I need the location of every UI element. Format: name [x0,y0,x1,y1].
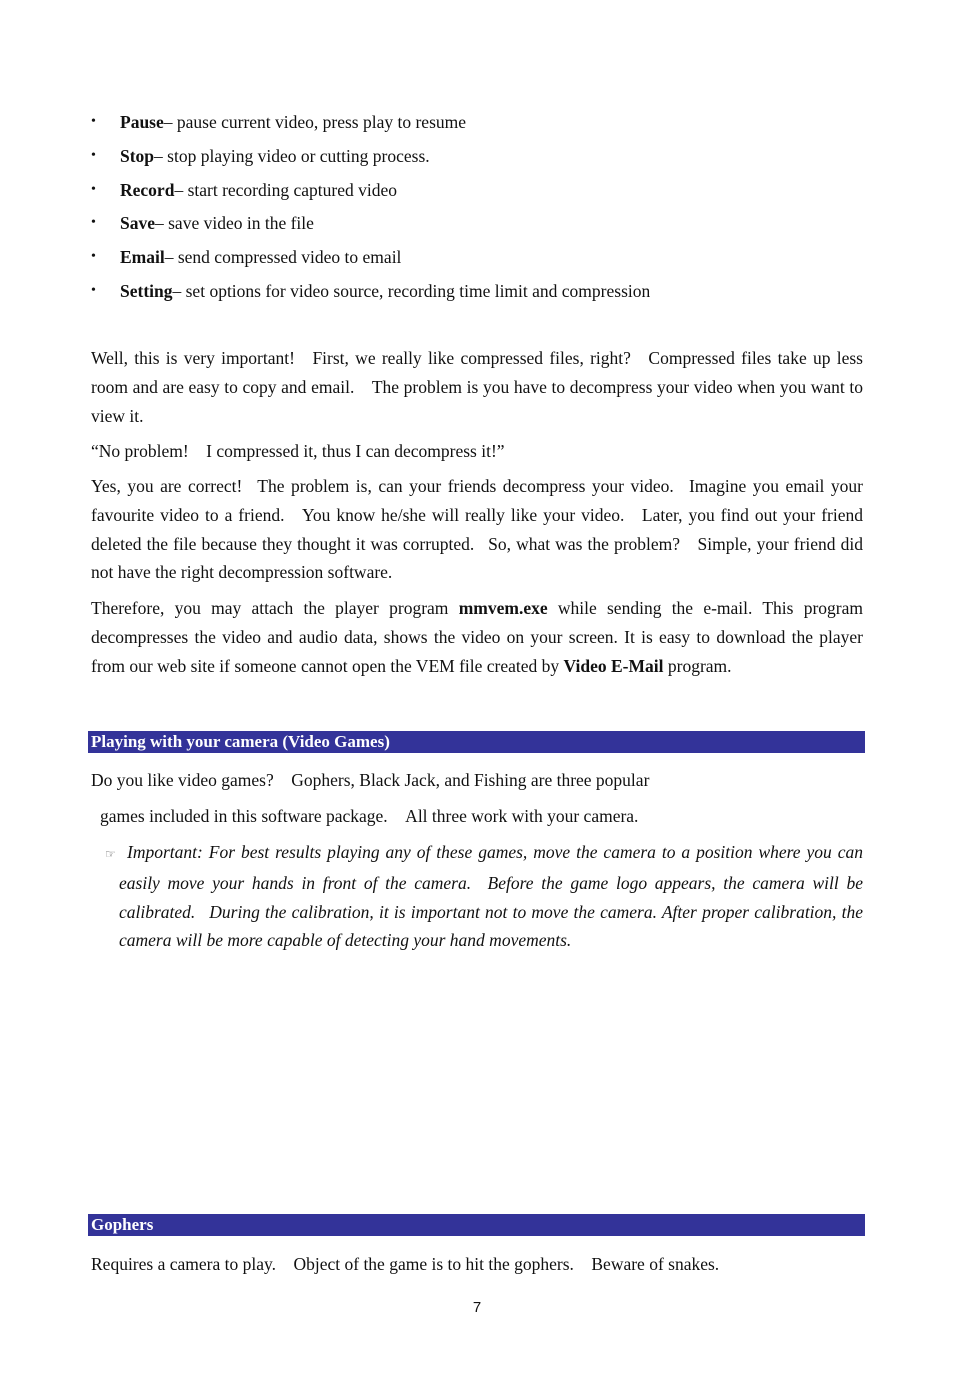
list-item-desc: – start recording captured video [174,179,397,200]
paragraph-quote: “No problem! I compressed it, thus I can decompress it!” [91,441,505,461]
list-item-term: Record [120,179,175,200]
bullet-icon: • [91,181,96,197]
paragraph-text: Therefore, you may attach the player program [91,598,459,618]
product-name: Video E-Mail [563,655,664,676]
list-item-term: Save [120,213,155,234]
list-item [91,142,863,176]
section-heading-video-games: Playing with your camera (Video Games) [88,731,865,753]
games-intro-line2: games included in this software package. All three work with your camera. [100,806,639,826]
list-item-term: Setting [120,280,173,301]
program-name: mmvem.exe [458,598,548,618]
gophers-description: Requires a camera to play. Object of the game is to hit the gophers. Beware of snakes. [91,1254,720,1274]
list-item [91,108,863,142]
paragraph-compression: Well, this is very important! First, we really like compressed files, right? Compressed files take up less room and are easy to copy and email. The problem is you have to decompress your video when you want to view it. [91,348,863,426]
page-number: 7 [472,1299,482,1316]
list-item-desc: – set options for video source, recording time limit and compression [172,280,651,301]
paragraph-friends: Yes, you are correct! The problem is, can your friends decompress your video. Imagine you email your favourite video to a friend. You know he/she will really like your video. Later, you find out your friend deleted the file because they thought it was corrupted. So, what was the problem? Simple, your friend did not have the right decompression software. [91,476,863,583]
bullet-icon: • [91,114,96,129]
list-item [91,277,863,311]
list-item-desc: – send compressed video to email [164,247,402,268]
list-item [91,176,863,210]
list-item-term: Email [120,247,165,268]
list-item-term: Pause [120,112,164,132]
bullet-icon: • [91,249,96,265]
list-item [91,243,863,277]
toolbar-button-list [91,108,863,311]
games-intro-line1: Do you like video games? Gophers, Black Jack, and Fishing are three popular [91,770,650,790]
pointing-hand-icon: ☞ [105,847,116,861]
important-note [105,838,863,955]
list-item-desc: – stop playing video or cutting process. [154,145,430,166]
list-item [91,209,863,243]
list-item-term: Stop [120,145,155,166]
bullet-icon: • [91,282,96,298]
paragraph-player [91,594,863,680]
list-item-desc: – pause current video, press play to resume [163,112,467,132]
bullet-icon: • [91,215,96,231]
section-heading-gophers: Gophers [88,1214,865,1236]
paragraph-text: while sending the e-mail. This program decompresses the video and audio data, shows the video on your screen. It is easy to download the player from our web site if someone cannot open the VEM file created by [91,598,863,676]
bullet-icon: • [91,147,96,163]
important-note-text: Important: For best results playing any of these games, move the camera to a position where you can easily move your hands in front of the camera. Before the game logo appears, the camera will be calibrated. During the calibration, it is important not to move the camera. After proper calibration, the camera will be more capable of detecting your hand movements. [119,842,863,951]
list-item-desc: – save video in the file [155,213,314,234]
paragraph-text: program. [663,655,732,676]
